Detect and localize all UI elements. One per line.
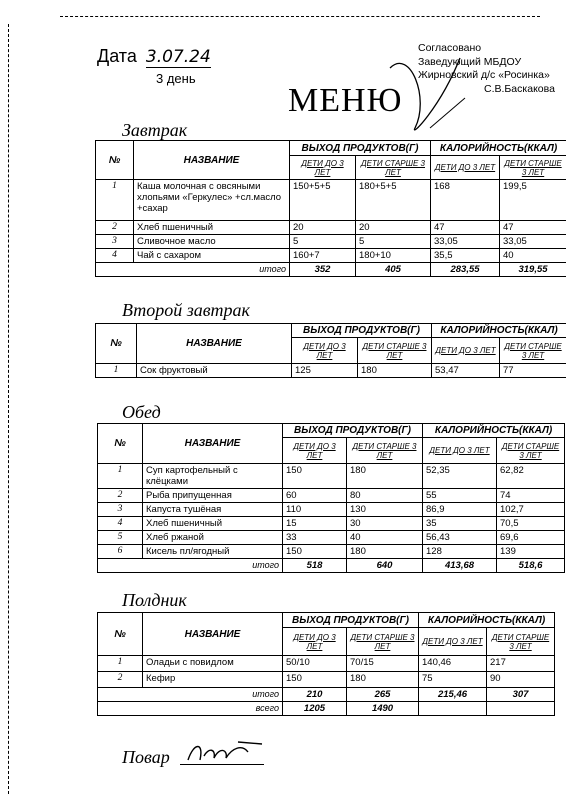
column-header-output-under3: ДЕТИ ДО 3 ЛЕТ: [290, 156, 356, 180]
row-number: 2: [98, 489, 143, 503]
row-number: 4: [98, 517, 143, 531]
output-over3: 80: [347, 489, 423, 503]
output-under3: 50/10: [283, 656, 347, 672]
calories-over3: 40: [500, 249, 566, 263]
total-calories-under3: [419, 702, 487, 716]
table-row: [96, 364, 566, 378]
approval-line: Согласовано: [418, 42, 482, 54]
calories-under3: 53,47: [432, 364, 500, 378]
dashed-border-top: [60, 16, 540, 17]
column-header-output: ВЫХОД ПРОДУКТОВ(Г): [283, 613, 419, 628]
dashed-border-left: [8, 24, 9, 794]
row-number: 1: [98, 464, 143, 489]
column-header-calories-under3: ДЕТИ ДО 3 ЛЕТ: [423, 438, 497, 464]
column-header-name: НАЗВАНИЕ: [143, 424, 283, 464]
calories-under3: 168: [431, 180, 500, 221]
column-header-output: ВЫХОД ПРОДУКТОВ(Г): [290, 141, 431, 156]
total-row: [96, 263, 566, 277]
menu-table: [97, 423, 565, 573]
table-row: [98, 503, 565, 517]
row-number: 4: [96, 249, 134, 263]
column-header-output-under3: ДЕТИ ДО 3 ЛЕТ: [283, 628, 347, 656]
dish-name: Сок фруктовый: [137, 364, 292, 378]
dish-name: Рыба припущенная: [143, 489, 283, 503]
column-header-name: НАЗВАНИЕ: [137, 324, 292, 364]
total-label: итого: [98, 688, 283, 702]
output-under3: 150: [283, 545, 347, 559]
calories-under3: 47: [431, 221, 500, 235]
calories-under3: 75: [419, 672, 487, 688]
output-over3: 5: [356, 235, 431, 249]
calories-over3: 70,5: [497, 517, 565, 531]
table-row: [98, 545, 565, 559]
dish-name: Сливочное масло: [134, 235, 290, 249]
dish-name: Суп картофельный с клёцками: [143, 464, 283, 489]
section-title: Завтрак: [122, 120, 188, 140]
section-title: Второй завтрак: [122, 300, 250, 320]
calories-over3: 90: [487, 672, 555, 688]
dish-name: Хлеб ржаной: [143, 531, 283, 545]
dish-name: Кефир: [143, 672, 283, 688]
total-label: итого: [96, 263, 290, 277]
table-row: [98, 531, 565, 545]
output-over3: 70/15: [347, 656, 419, 672]
table-row: [98, 489, 565, 503]
row-number: 5: [98, 531, 143, 545]
calories-over3: 74: [497, 489, 565, 503]
row-number: 6: [98, 545, 143, 559]
output-under3: 33: [283, 531, 347, 545]
total-row: [98, 702, 555, 716]
calories-under3: 33,05: [431, 235, 500, 249]
output-under3: 150: [283, 464, 347, 489]
row-number: 2: [96, 221, 134, 235]
column-header-output-under3: ДЕТИ ДО 3 ЛЕТ: [292, 338, 358, 364]
output-over3: 180+10: [356, 249, 431, 263]
table-row: [96, 235, 566, 249]
column-header-calories-under3: ДЕТИ ДО 3 ЛЕТ: [431, 156, 500, 180]
output-over3: 130: [347, 503, 423, 517]
table-row: [98, 672, 555, 688]
column-header-calories: КАЛОРИЙНОСТЬ(ККАЛ): [431, 141, 566, 156]
total-calories-over3: 518,6: [497, 559, 565, 573]
page-title: МЕНЮ: [288, 82, 403, 119]
section-title: Полдник: [122, 590, 187, 610]
column-header-num: №: [98, 613, 143, 656]
output-under3: 150: [283, 672, 347, 688]
calories-over3: 47: [500, 221, 566, 235]
calories-under3: 55: [423, 489, 497, 503]
calories-under3: 128: [423, 545, 497, 559]
dish-name: Кисель пл/ягодный: [143, 545, 283, 559]
table-row: [96, 249, 566, 263]
row-number: 2: [98, 672, 143, 688]
section-title: Обед: [122, 402, 161, 422]
column-header-calories-over3: ДЕТИ СТАРШЕ 3 ЛЕТ: [500, 156, 566, 180]
dish-name: Хлеб пшеничный: [134, 221, 290, 235]
column-header-calories-under3: ДЕТИ ДО 3 ЛЕТ: [419, 628, 487, 656]
dish-name: Хлеб пшеничный: [143, 517, 283, 531]
column-header-name: НАЗВАНИЕ: [143, 613, 283, 656]
output-under3: 60: [283, 489, 347, 503]
column-header-name: НАЗВАНИЕ: [134, 141, 290, 180]
calories-under3: 56,43: [423, 531, 497, 545]
total-output-under3: 1205: [283, 702, 347, 716]
column-header-calories-over3: ДЕТИ СТАРШЕ 3 ЛЕТ: [497, 438, 565, 464]
total-calories-over3: 319,55: [500, 263, 566, 277]
menu-table: [95, 140, 566, 277]
calories-over3: 139: [497, 545, 565, 559]
calories-over3: 69,6: [497, 531, 565, 545]
calories-under3: 52,35: [423, 464, 497, 489]
column-header-output-under3: ДЕТИ ДО 3 ЛЕТ: [283, 438, 347, 464]
date: [97, 46, 211, 67]
dish-name: Оладьи с повидлом: [143, 656, 283, 672]
calories-under3: 35,5: [431, 249, 500, 263]
calories-under3: 35: [423, 517, 497, 531]
total-output-over3: 405: [356, 263, 431, 277]
column-header-calories: КАЛОРИЙНОСТЬ(ККАЛ): [432, 324, 566, 338]
dish-name: Капуста тушёная: [143, 503, 283, 517]
column-header-calories-over3: ДЕТИ СТАРШЕ 3 ЛЕТ: [500, 338, 566, 364]
date-label: Дата: [97, 46, 137, 66]
column-header-output-over3: ДЕТИ СТАРШЕ 3 ЛЕТ: [356, 156, 431, 180]
total-row: [98, 559, 565, 573]
total-output-over3: 265: [347, 688, 419, 702]
output-under3: 15: [283, 517, 347, 531]
column-header-calories-over3: ДЕТИ СТАРШЕ 3 ЛЕТ: [487, 628, 555, 656]
total-output-under3: 210: [283, 688, 347, 702]
output-under3: 5: [290, 235, 356, 249]
table-row: [96, 180, 566, 221]
output-over3: 180: [347, 545, 423, 559]
dish-name: Каша молочная с овсяными хлопьями «Геркулес» +сл.масло +сахар: [134, 180, 290, 221]
table-row: [98, 464, 565, 489]
total-calories-under3: 283,55: [431, 263, 500, 277]
row-number: 3: [98, 503, 143, 517]
column-header-num: №: [96, 141, 134, 180]
output-over3: 180+5+5: [356, 180, 431, 221]
column-header-num: №: [98, 424, 143, 464]
column-header-output-over3: ДЕТИ СТАРШЕ 3 ЛЕТ: [347, 438, 423, 464]
total-output-under3: 518: [283, 559, 347, 573]
calories-over3: 217: [487, 656, 555, 672]
calories-under3: 86,9: [423, 503, 497, 517]
row-number: 1: [98, 656, 143, 672]
total-label: итого: [98, 559, 283, 573]
calories-under3: 140,46: [419, 656, 487, 672]
menu-table: [97, 612, 555, 716]
total-calories-over3: [487, 702, 555, 716]
total-output-over3: 640: [347, 559, 423, 573]
total-calories-under3: 413,68: [423, 559, 497, 573]
table-row: [98, 656, 555, 672]
column-header-output-over3: ДЕТИ СТАРШЕ 3 ЛЕТ: [358, 338, 432, 364]
approval-block: [418, 42, 555, 96]
output-under3: 125: [292, 364, 358, 378]
total-label: всего: [98, 702, 283, 716]
total-output-over3: 1490: [347, 702, 419, 716]
row-number: 1: [96, 180, 134, 221]
column-header-calories: КАЛОРИЙНОСТЬ(ККАЛ): [419, 613, 555, 628]
column-header-num: №: [96, 324, 137, 364]
output-under3: 20: [290, 221, 356, 235]
column-header-output-over3: ДЕТИ СТАРШЕ 3 ЛЕТ: [347, 628, 419, 656]
output-over3: 40: [347, 531, 423, 545]
cook-signature: [186, 738, 266, 768]
column-header-output: ВЫХОД ПРОДУКТОВ(Г): [283, 424, 423, 438]
total-row: [98, 688, 555, 702]
column-header-calories-under3: ДЕТИ ДО 3 ЛЕТ: [432, 338, 500, 364]
calories-over3: 62,82: [497, 464, 565, 489]
cook-label: Повар: [122, 747, 170, 767]
column-header-output: ВЫХОД ПРОДУКТОВ(Г): [292, 324, 432, 338]
output-over3: 180: [347, 672, 419, 688]
output-under3: 150+5+5: [290, 180, 356, 221]
calories-over3: 102,7: [497, 503, 565, 517]
total-calories-under3: 215,46: [419, 688, 487, 702]
table-row: [98, 517, 565, 531]
output-under3: 160+7: [290, 249, 356, 263]
output-over3: 180: [347, 464, 423, 489]
menu-table: [95, 323, 566, 378]
day-number: 3 день: [156, 71, 196, 86]
calories-over3: 33,05: [500, 235, 566, 249]
total-calories-over3: 307: [487, 688, 555, 702]
approval-line: Заведующий МБДОУ: [418, 55, 522, 68]
output-over3: 20: [356, 221, 431, 235]
total-output-under3: 352: [290, 263, 356, 277]
dish-name: Чай с сахаром: [134, 249, 290, 263]
calories-over3: 77: [500, 364, 566, 378]
output-under3: 110: [283, 503, 347, 517]
approval-line: С.В.Баскакова: [484, 82, 555, 95]
row-number: 3: [96, 235, 134, 249]
date-value: 3.07.24: [145, 47, 211, 67]
row-number: 1: [96, 364, 137, 378]
calories-over3: 199,5: [500, 180, 566, 221]
output-over3: 30: [347, 517, 423, 531]
column-header-calories: КАЛОРИЙНОСТЬ(ККАЛ): [423, 424, 565, 438]
approval-line: Жирновский д/с «Росинка»: [418, 69, 550, 81]
output-over3: 180: [358, 364, 432, 378]
table-row: [96, 221, 566, 235]
